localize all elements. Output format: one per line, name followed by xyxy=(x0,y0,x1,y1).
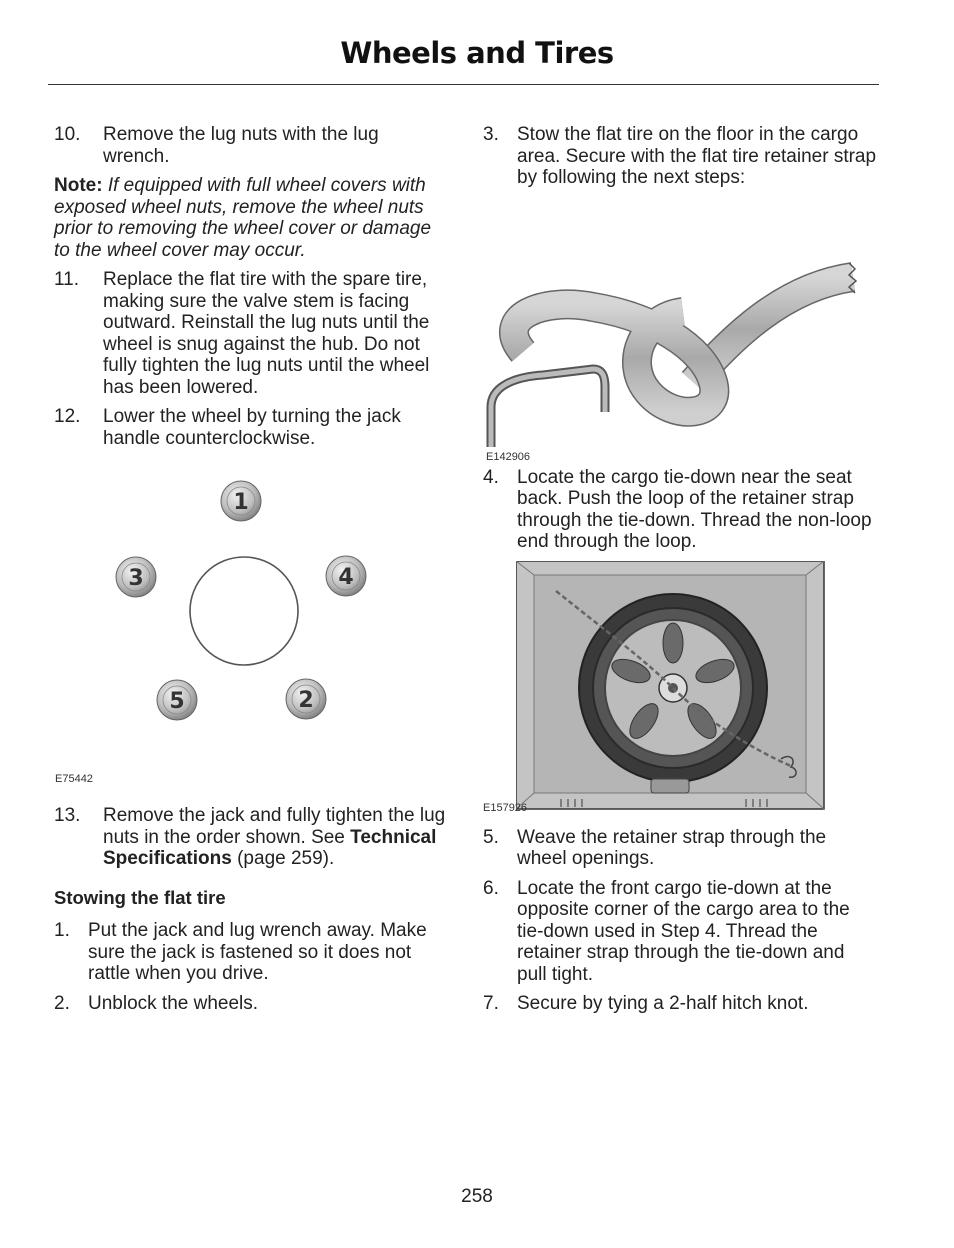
note xyxy=(54,175,449,261)
technical-specifications-link[interactable]: Technical Specifications xyxy=(103,826,437,869)
step-number: 7. xyxy=(483,993,499,1014)
lug-nut-1 xyxy=(221,481,261,521)
step-number: 11. xyxy=(54,269,80,290)
step-text: Secure by tying a 2-half hitch knot. xyxy=(517,993,809,1014)
step-text: Remove the lug nuts with the lug wrench. xyxy=(103,124,379,167)
stow-step-1 xyxy=(54,920,449,985)
step-text: Locate the front cargo tie-down at the opposite corner of the cargo area to the tie-down used in Step 4. Thread the retainer strap through the tie-down and pull tight. xyxy=(517,877,850,985)
step-text: Replace the flat tire with the spare tire, making sure the valve stem is facing outward. Reinstall the lug nuts until the wheel is snug against the hub. Do not fully tighten the lug nuts until the wheel has been lowered. xyxy=(103,269,430,398)
step-text: Remove the jack and fully tighten the lug nuts in the order shown. See Technical Specifications (page 259). xyxy=(103,805,446,869)
step-text: Stow the flat tire on the floor in the cargo area. Secure with the flat tire retainer strap by following the next steps: xyxy=(517,124,877,188)
step-number: 13. xyxy=(54,805,81,826)
section-heading: Stowing the flat tire xyxy=(54,886,226,908)
header-rule xyxy=(48,84,879,85)
step-number: 12. xyxy=(54,406,81,427)
right-column xyxy=(483,124,877,1023)
note-text: If equipped with full wheel covers with exposed wheel nuts, remove the wheel nuts prior to removing the wheel cover or damage to the wheel cover may occur. xyxy=(54,175,432,261)
page-title: Wheels and Tires xyxy=(340,36,614,70)
step-number: 2. xyxy=(54,992,70,1014)
note-label: Note: xyxy=(54,175,103,196)
stow-step-3 xyxy=(483,124,877,189)
figure-code: E142906 xyxy=(486,450,531,463)
step-13 xyxy=(54,805,449,870)
lug-nut-label: 5 xyxy=(169,689,185,714)
retainer-strap-figure xyxy=(483,197,877,467)
stow-step-4 xyxy=(483,467,877,553)
stow-step-7 xyxy=(483,993,877,1015)
stow-step-5 xyxy=(483,827,877,870)
lug-nut-5 xyxy=(157,680,197,720)
wheel-hub-circle xyxy=(190,557,298,665)
lug-nut-diagram xyxy=(54,477,449,787)
step-number: 3. xyxy=(483,124,499,145)
lug-nut-4 xyxy=(326,556,366,596)
step-text: Put the jack and lug wrench away. Make sure the jack is fastened so it does not rattle when you drive. xyxy=(88,920,427,984)
step-text: Lower the wheel by turning the jack handle counterclockwise. xyxy=(103,406,401,449)
step-text: Unblock the wheels. xyxy=(88,992,259,1014)
lug-nut-label: 1 xyxy=(233,490,249,515)
figure-code: E157926 xyxy=(483,801,528,814)
lug-nut-order-figure xyxy=(54,477,449,805)
page-number: 258 xyxy=(461,1186,493,1207)
stow-step-6 xyxy=(483,878,877,986)
step-number: 10. xyxy=(54,124,81,145)
lug-nut-label: 3 xyxy=(128,566,144,591)
left-column xyxy=(54,124,449,1022)
step-10 xyxy=(54,124,449,167)
spare-tire-cargo-illustration xyxy=(516,561,826,811)
step-text: Weave the retainer strap through the wheel openings. xyxy=(517,826,827,869)
step-11 xyxy=(54,269,449,398)
step-number: 5. xyxy=(483,826,499,848)
stow-step-2 xyxy=(54,993,449,1015)
step-text: Locate the cargo tie-down near the seat back. Push the loop of the retainer strap through the tie-down. Thread the non-loop end through the loop. xyxy=(517,466,872,552)
step-number: 6. xyxy=(483,877,499,899)
lug-nut-2 xyxy=(286,679,326,719)
lug-nut-label: 4 xyxy=(338,565,354,590)
figure-code: E75442 xyxy=(55,773,93,785)
step-12 xyxy=(54,406,449,449)
cargo-area-figure xyxy=(483,561,877,813)
lug-nut-label: 2 xyxy=(298,688,314,713)
retainer-strap-illustration xyxy=(483,197,877,447)
step-number: 4. xyxy=(483,466,499,488)
lug-nut-3 xyxy=(116,557,156,597)
step-number: 1. xyxy=(54,920,70,941)
